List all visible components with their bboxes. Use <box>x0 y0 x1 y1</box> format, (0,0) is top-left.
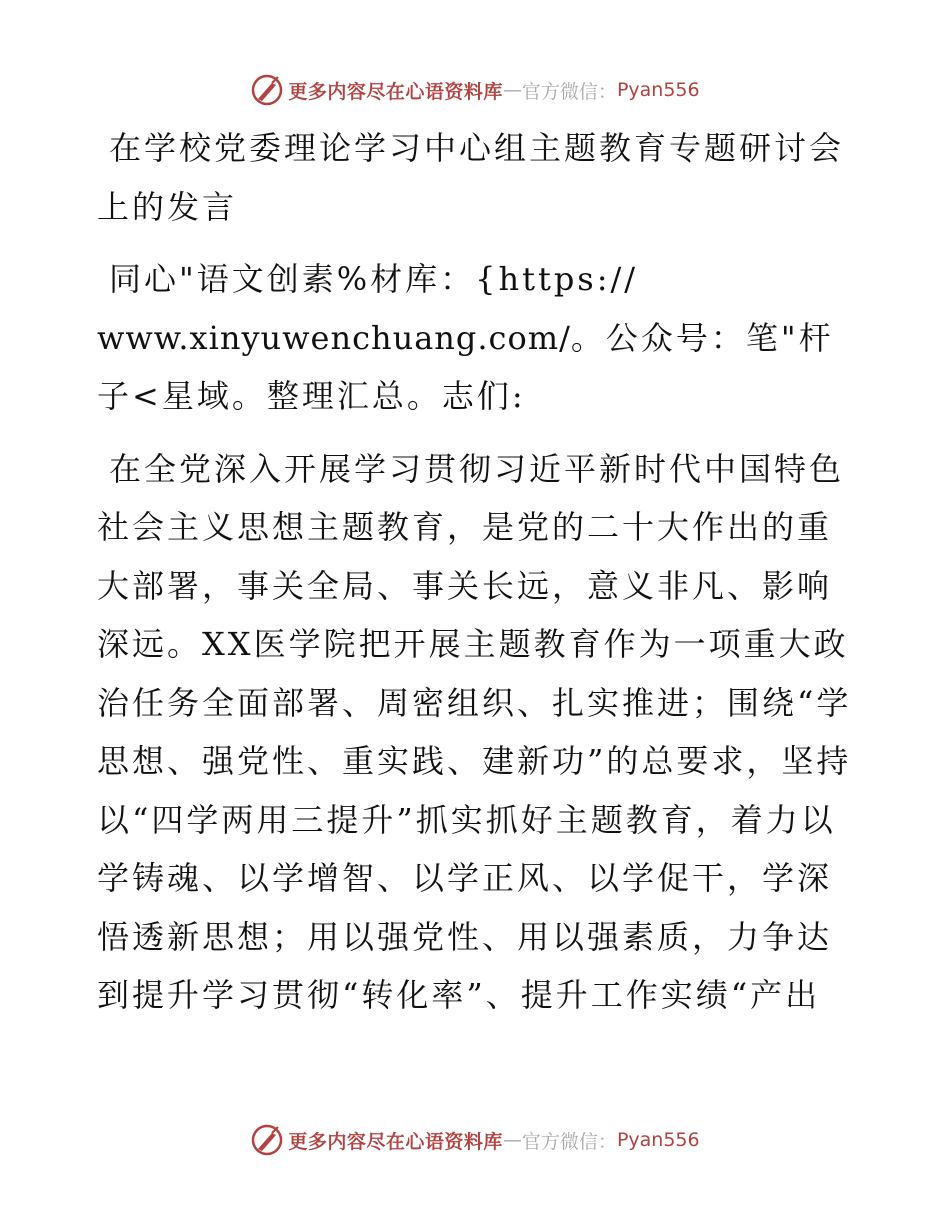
quill-pen-icon <box>250 1123 284 1157</box>
intro-text-2: 。公众号：笔"杆子<星域。整理汇总。志们: <box>97 318 834 415</box>
banner-wechat-label: 官方微信： <box>521 1130 617 1153</box>
banner-separator: — <box>502 1129 522 1151</box>
banner-separator: — <box>502 79 522 101</box>
banner-title: 更多内容尽在心语资料库 <box>288 80 503 103</box>
banner-wechat-label: 官方微信： <box>521 80 617 103</box>
document-body <box>97 119 857 1025</box>
header-banner <box>0 70 950 110</box>
quill-pen-icon <box>250 73 284 107</box>
banner-title: 更多内容尽在心语资料库 <box>288 1130 503 1153</box>
banner-wechat-id: Pyan556 <box>616 1129 700 1151</box>
body-paragraph: 在全党深入开展学习贯彻习近平新时代中国特色社会主义思想主题教育，是党的二十大作出的重大部署，事关全局、事关长远，意义非凡、影响深远。XX医学院把开展主题教育作为一项重大政治任务全面部署、周密组织、扎实推进；围绕“学思想、强党性、重实践、建新功”的总要求，坚持以“四学两用三提升”抓实抓好主题教育，着力以学铸魂、以学增智、以学正风、以学促干，学深悟透新思想；用以强党性、用以强素质，力争达到提升学习贯彻“转化率”、提升工作实绩“产出 <box>97 449 852 1014</box>
banner-wechat-id: Pyan556 <box>616 79 700 101</box>
document-title: 在学校党委理论学习中心组主题教育专题研讨会上的发言 <box>97 129 845 226</box>
intro-paragraph <box>97 250 857 426</box>
intro-text-1: 同心"语文创素%材库：{https:// <box>109 260 639 298</box>
footer-banner <box>0 1120 950 1160</box>
intro-url: www.xinyuwenchuang.com/ <box>97 318 571 357</box>
